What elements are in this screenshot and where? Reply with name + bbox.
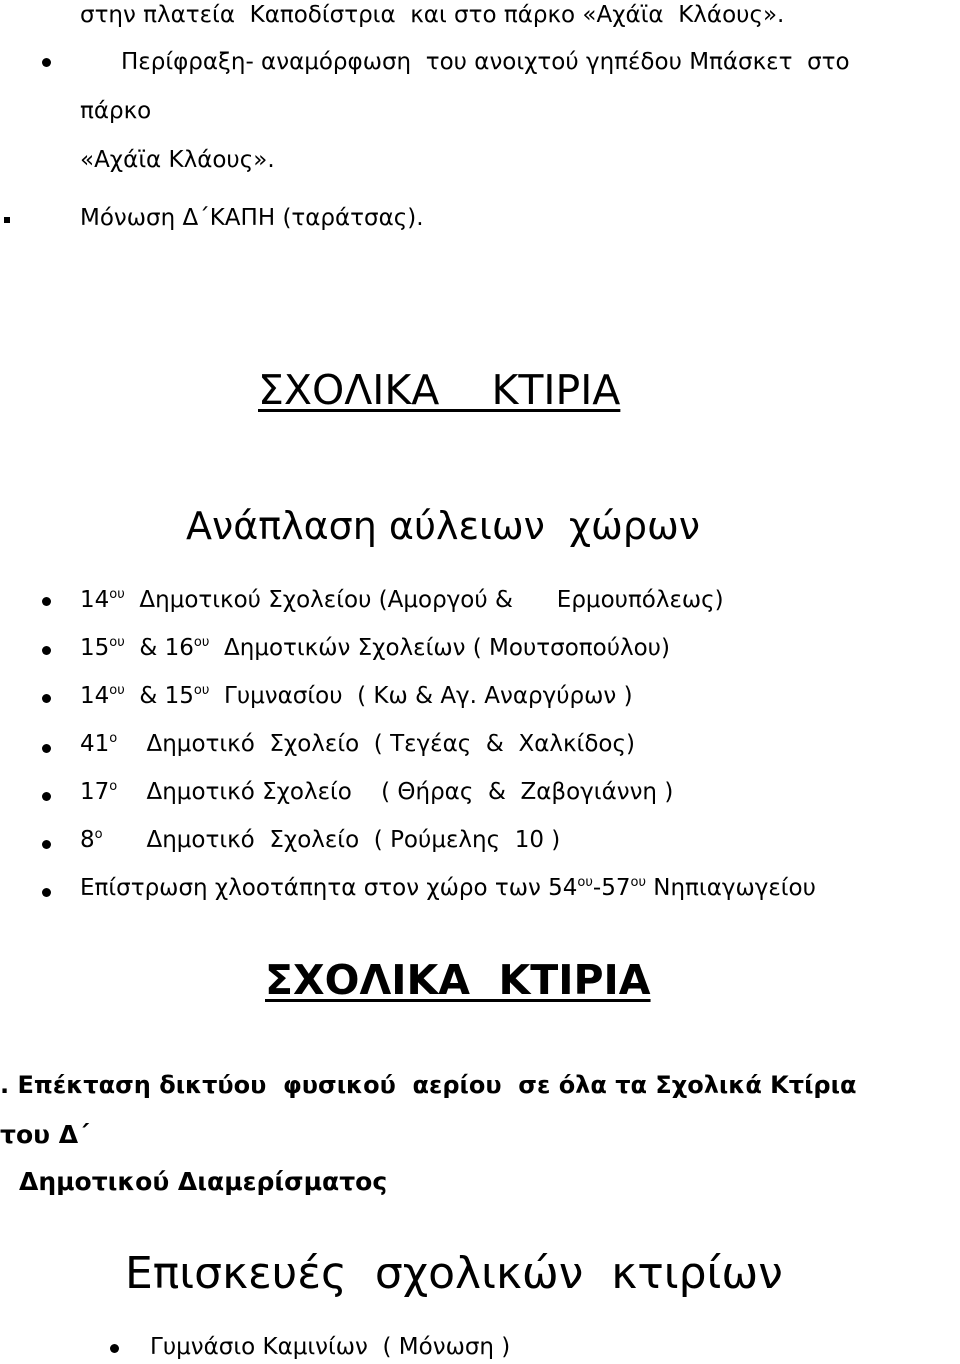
list-item: $41^o$ Δημοτικό Σχολείο ( Τεγέας & Χαλκίδος) (80, 731, 635, 757)
bullet-icon (42, 58, 51, 67)
list-item: $8^o$ Δημοτικό Σχολείο ( Ρούμελης 10 ) (80, 827, 561, 853)
section-title: Επισκευές σχολικών κτιρίων (125, 1248, 783, 1299)
bullet-icon (42, 792, 51, 801)
text-line: . Επέκταση δικτύου φυσικού αερίου σε όλα τα Σχολικά Κτίρια (0, 1071, 857, 1099)
text-line: πάρκο (80, 98, 152, 124)
bullet-icon (42, 744, 51, 753)
bullet-icon (42, 694, 51, 703)
section-title: ΣΧΟΛΙΚΑ ΚΤΙΡΙΑ (258, 366, 621, 414)
list-item: $14^{o\upsilon}$ & $15^{o\upsilon}$ Γυμνασίου ( Κω & Αγ. Αναργύρων ) (80, 683, 633, 709)
text-line: Δημοτικού Διαμερίσματος (19, 1167, 388, 1196)
square-bullet-icon (4, 217, 10, 223)
list-item: Επίστρωση χλοοτάπητα στον χώρο των $54^{o\upsilon}-57^{o\upsilon}$ Νηπιαγωγείου (80, 875, 816, 901)
list-item: $14^{o\upsilon}$ Δημοτικού Σχολείου (Αμοργού & Ερμουπόλεως) (80, 587, 724, 613)
text-line: Περίφραξη- αναμόρφωση του ανοιχτού γηπέδου Μπάσκετ στο (121, 49, 850, 75)
bullet-icon (42, 888, 51, 897)
section-title: ΣΧΟΛΙΚΑ ΚΤΙΡΙΑ (265, 956, 651, 1004)
list-item: $17^o$ Δημοτικό Σχολείο ( Θήρας & Ζαβογιάννη ) (80, 779, 674, 805)
section-subtitle: Ανάπλαση αύλειων χώρων (186, 504, 701, 548)
text-line: «Αχάϊα Κλάους». (80, 147, 275, 173)
bullet-icon (42, 597, 51, 606)
bullet-icon (110, 1344, 119, 1353)
list-item: Γυμνάσιο Καμινίων ( Μόνωση ) (150, 1334, 511, 1360)
bullet-icon (42, 646, 51, 655)
bullet-icon (42, 840, 51, 849)
text-line: Μόνωση Δ΄ΚΑΠΗ (ταράτσας). (80, 205, 424, 231)
list-item: $15^{o\upsilon}$ & $16^{o\upsilon}$ Δημοτικών Σχολείων ( Μουτσοπούλου) (80, 635, 670, 661)
text-line: στην πλατεία Καποδίστρια και στο πάρκο «Αχάϊα Κλάους». (80, 2, 785, 28)
text-line: του Δ΄ (0, 1120, 90, 1149)
